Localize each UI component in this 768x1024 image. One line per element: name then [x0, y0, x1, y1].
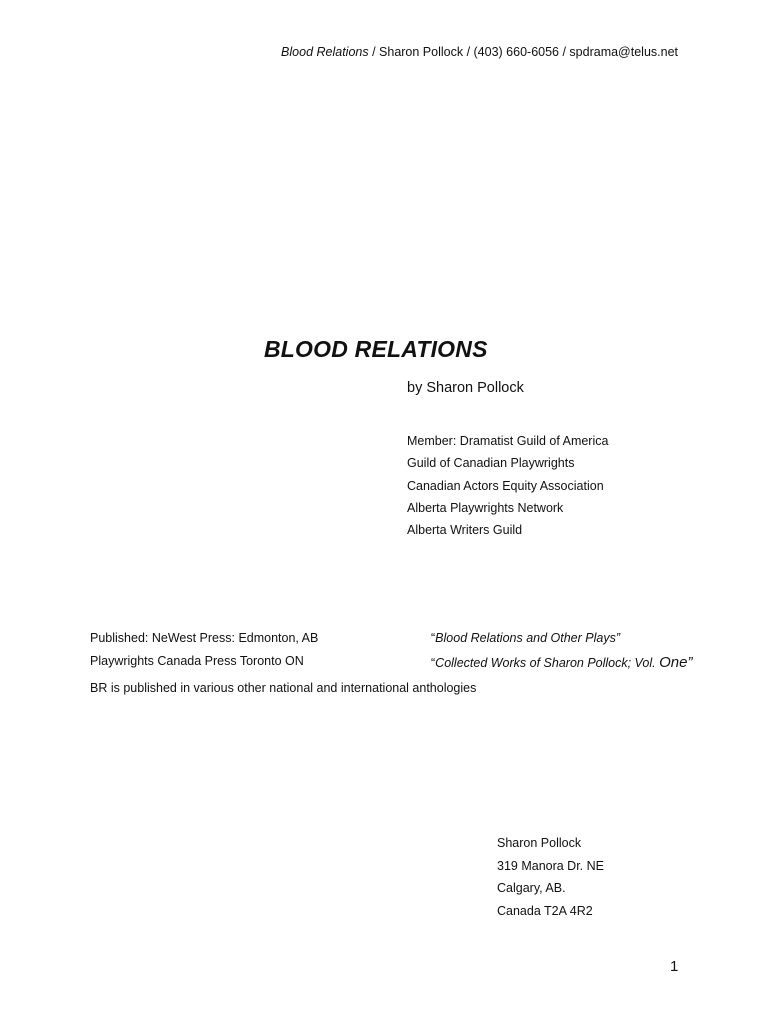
open-quote: “: [431, 631, 436, 645]
header-contact: / Sharon Pollock / (403) 660-6056 / spdrama@telus.net: [368, 45, 678, 59]
author-byline: by Sharon Pollock: [407, 380, 524, 396]
page-number: 1: [670, 958, 679, 975]
work-title-1: Blood Relations and Other Plays”: [435, 631, 620, 645]
publication-line-1: [90, 631, 620, 645]
publication-work-2: [431, 654, 692, 671]
membership-item: Member: Dramatist Guild of America: [407, 434, 609, 448]
address-line: Sharon Pollock: [497, 836, 582, 850]
address-line: Canada T2A 4R2: [497, 904, 593, 919]
membership-item: Alberta Writers Guild: [407, 523, 523, 538]
work-title-2-tail: One”: [659, 654, 693, 671]
membership-list: [407, 430, 608, 541]
address-line: Calgary, AB.: [497, 881, 566, 896]
publication-note: BR is published in various other national and international anthologies: [90, 681, 477, 695]
play-title: BLOOD RELATIONS: [264, 336, 488, 362]
publisher-newest: Published: NeWest Press: Edmonton, AB: [90, 631, 319, 645]
address-line: 319 Manora Dr. NE: [497, 858, 604, 873]
open-quote: “: [431, 656, 436, 670]
publication-line-2: [90, 654, 693, 671]
header-play-title: Blood Relations: [281, 45, 369, 59]
publisher-playwrights-canada: Playwrights Canada Press Toronto ON: [90, 654, 304, 668]
membership-item: Guild of Canadian Playwrights: [407, 456, 575, 471]
work-title-2: Collected Works of Sharon Pollock; Vol.: [435, 656, 660, 670]
mailing-address: [497, 832, 604, 923]
membership-item: Alberta Playwrights Network: [407, 500, 564, 515]
running-header: [281, 45, 678, 59]
membership-item: Canadian Actors Equity Association: [407, 478, 604, 493]
publication-work-1: [431, 631, 620, 645]
